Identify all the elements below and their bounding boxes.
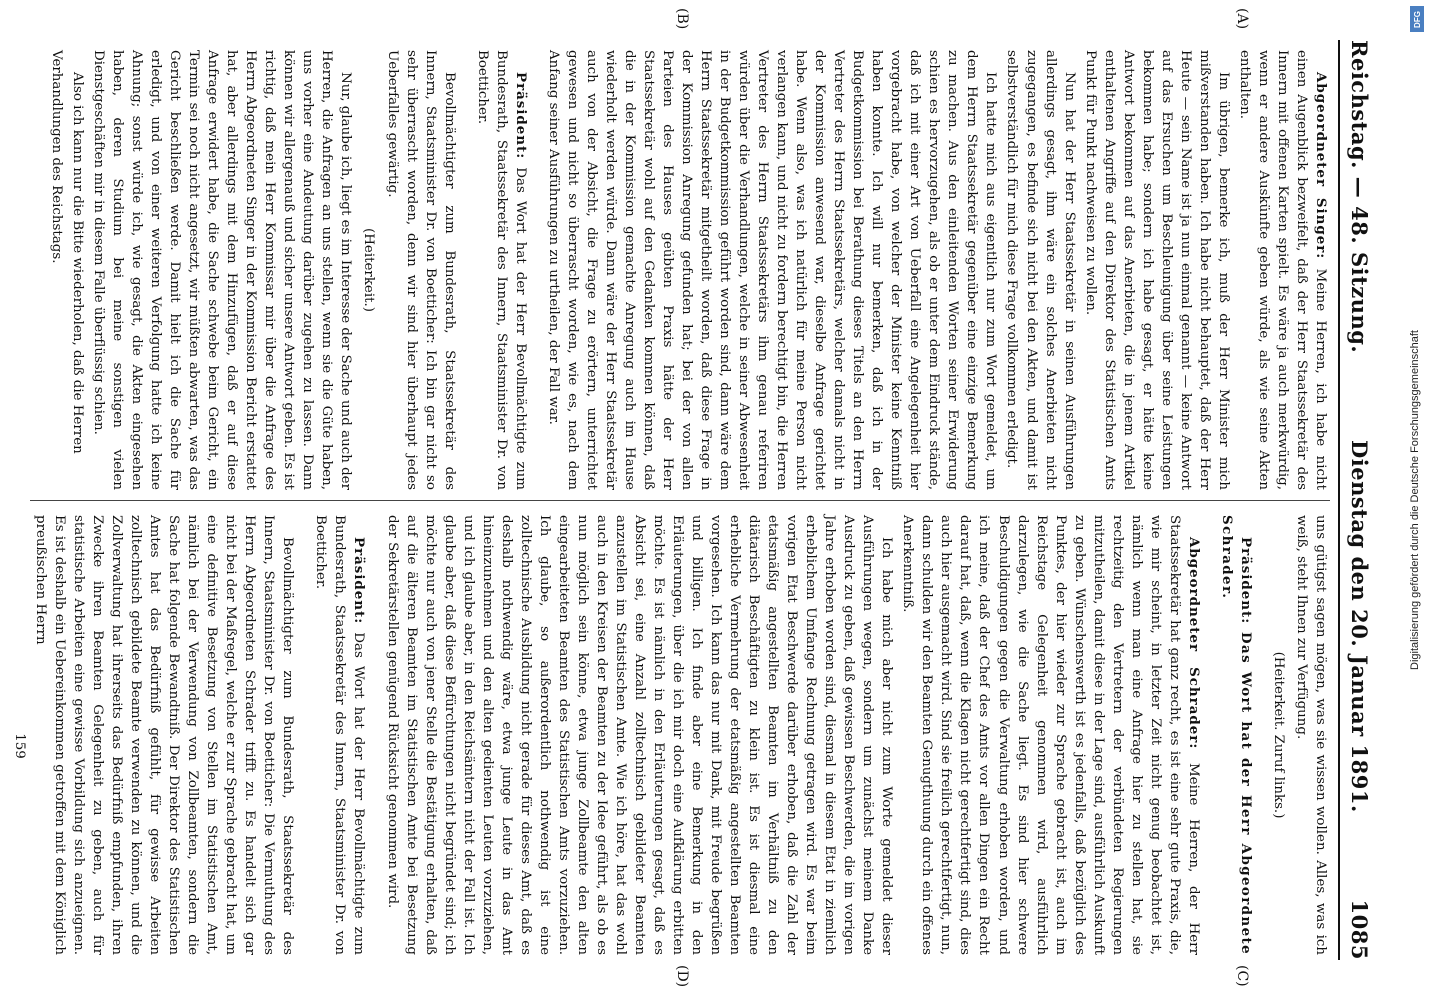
paragraph-text: Die Vermuthung des Herrn Abgeordneten Schrader trifft zu. Es handelt sich gar nicht bei der Maßregel, welche er zur Sprache gebracht hat, um eine definitive Besetzung von Stellen im Statistischen Amt, nämlich bei der Verwendung von Zollbeamten, sondern die Sache hat folgende Bewandtniß. Der Direktor des Statistischen Amtes hat das Bedürfniß gefühlt, für gewisse Arbeiten zolltechnisch gebildete Beamte verwenden zu können, und die Zollverwaltung hat ihrerseits das Bedürfniß empfunden, ihren Zwecke ihren Beamten Gelegenheit zu geben, auch für statistische Arbeiten eine gewisse Vorbildung sich anzueignen. Es ist deshalb ein Uebereinkommen getroffen mit dem Königlich preußischen Herrn: [33, 515, 277, 955]
speaker-name: Präsident:: [351, 537, 368, 625]
speaker-name: Präsident:: [1237, 537, 1254, 625]
column-divider: [30, 500, 1330, 501]
paragraph: [31, 515, 297, 955]
paragraph: [1217, 515, 1255, 955]
interjection: (Heiterkeit. Zuruf links.): [1270, 651, 1286, 819]
paragraph: [473, 50, 530, 490]
digitization-credit: [1405, 10, 1425, 990]
paragraph: uns gütigst sagen mögen, was sie wissen wollen. Alles, was ich weiß, steht Ihnen zur Verfügung.: [1293, 515, 1328, 955]
page-header: [1342, 40, 1378, 960]
paragraph: Nur, glaube ich, liegt es im Interesse der Sache und auch der Herren, die Anfragen an uns stellen, wenn sie die Güte haben, uns vorher eine Andeutung darüber zugehen zu lassen. Dann können wir allergenauß und sicher unsere Antwort geben. Es ist richtig, daß mein Herr Kommissar mir über die Anfrage des Herrn Abgeordneten Singer in der Kommission Bericht erstattet hat, aber allerdings mit dem Hinzufügen, daß er auf diese Anfrage erwidert habe, die Sache schwebe beim Gericht, ein Termin sei noch nicht angesetzt, wir müßten abwarten, was das Gericht beschließen werde. Damit hielt ich die Sache für erledigt, und von einer weiteren Verfolgung hatte ich keine Ahnung; sonst würde ich, wie gesagt, die Akten eingesehen haben, deren Studium bei meine sonstigen vielen Dienstgeschäften mir in diesem Falle überflüssig schien.: [91, 50, 354, 490]
interjection: (Heiterkeit.): [361, 228, 377, 312]
paragraph: Im übrigen, bemerke ich, muß der Herr Minister mich mißverstanden haben. Ich habe nicht behauptet, daß der Herr Heute — sein Name ist ja nun einmal genannt — keine Antwort auf das Ersuchen um Beschleunigung über seine Leistungen bekommen habe; sondern ich habe gesagt, er hätte keine Antwort bekommen auf das Anerbieten, die in jenem Artikel enthaltenen Angriffe auf den Direktor des Statistischen Amts Punkt für Punkt nachweisen zu wollen.: [1082, 50, 1231, 490]
paragraph-text: Das Wort hat der Herr Abgeordnete Schrader.: [1218, 515, 1254, 955]
dfg-logo-text: DFG: [1412, 10, 1422, 28]
left-column: [30, 50, 1330, 490]
margin-marker-d: (D): [674, 965, 690, 988]
speaker-title: Bevollmächtigter zum Bundesrath, Staatssekretär des Innern, Staatsminister Dr. von Boetticher:: [422, 50, 457, 490]
margin-marker-c: (C): [1234, 965, 1250, 987]
margin-marker-a: (A): [1234, 8, 1250, 30]
credit-text: Digitalisierung gefördert durch die Deutsche Forschungsgemeinschaft: [1409, 330, 1421, 670]
paragraph: Ich hatte mich aus eigentlich nur zum Wort gemeldet, um dem Herrn Staatssekretär gegenüber eine einzige Bemerkung zu machen. Aus den einleitenden Worten seiner Erwiderung schien es hervorzugehen, als ob er unter dem Eindruck stände, daß ich mit einer Art von Ueberfall eine Angelegenheit hier vorgebracht habe, von welcher der Minister keine Kenntniß haben konnte. Ich will nur bemerken, daß ich in der Budgetkommission bei Berathung dieses Titels an den Herrn Vertreter des Herrn Staatssekretärs, welcher damals nicht in der Kommission anwesend war, dieselbe Anfrage gerichtet habe. Wenn also, was ich natürlich für meine Person nicht verlangen kann, und nicht zu fordern berechtigt bin, die Herren Vertreter des Herrn Staatssekretärs ihm genau referiren würden über die Verhandlungen, welche in seiner Abwesenheit in der Budgetkommission geführt worden sind, dann wäre dem Herrn Staatssekretär mitgetheilt worden, daß diese Frage in der Kommission Anregung gefunden hat; bei der von allen Parteien des Hauses geübten Praxis hätte der Herr Staatssekretär wohl auf den Gedanken kommen können, daß die in der Kommission gemachte Anregung auch im Hause wiederholt werden würde. Dann wäre der Herr Staatssekretär auch von der Absicht, die Frage zu erörtern, unterrichtet gewesen und nicht so überrascht worden, wie es, nach dem Anfang seiner Ausführungen zu urtheilen, der Fall war.: [545, 50, 999, 490]
right-column: [11, 515, 1330, 955]
paragraph: Also ich kann nur die Bitte wiederholen, daß die Herren: [70, 72, 86, 454]
paragraph: [1235, 50, 1330, 490]
header-session: Reichstag. — 48. Sitzung.: [1347, 40, 1373, 354]
speaker-name: Präsident:: [512, 72, 529, 160]
paragraph-text: Ich bin gar nicht so sehr überrascht worden, denn wir sind hier überhaupt jedes Ueberfalles gewärtig.: [384, 50, 438, 490]
speaker-name: Abgeordneter Schrader:: [1185, 537, 1202, 750]
paragraph: [383, 50, 459, 490]
header-date: Dienstag den 20. Januar 1891.: [1347, 440, 1373, 813]
paragraph: Ich habe mich aber nicht zum Worte gemeldet dieser Ausführungen wegen, sondern um zunächst meinem Danke Ausdruck zu geben, daß gewissen Beschwerden, die im vorigen Jahre erhoben worden sind, diesmal in diesem Etat in ziemlich erheblichem Umfange Rechnung getragen wird. Es war beim vorigen Etat Beschwerde darüber erhoben, daß die Zahl der etatsmäßig angestellten Beamten im Verhältniß zu den diätarisch Beschäftigten zu klein ist. Es ist diesmal eine erhebliche Vermehrung der etatsmäßig angestellten Beamten vorgesehen. Ich kann das nur mit Dank, mit Freude begrüßen und billigen. Ich finde aber eine Bemerkung in den Erläuterungen, über die ich mir doch eine Aufklärung erbitten möchte. Es ist nämlich in den Erläuterungen gesagt, daß es Absicht sei, eine Anzahl zolltechnisch gebildeter Beamten anzustellen im Statistischen Amte. Wie ich höre, hat das wohl auch in den Kreisen der Beamten zu der Idee geführt, als ob es nun möglich sein könne, etwa junge Zollbeamte den alten eingearbeiteten Beamten des Statistischen Amts vorzuziehen. Ich glaube, so außerordentlich nothwendig ist eine zolltechnische Ausbildung nicht gerade für dieses Amt, daß es deshalb nothwendig wäre, etwa junge Leute in das Amt hineinzunehmen und den alten gedienten Leuten vorzuziehen, und ich glaube aber, in den Reichsämtern nicht der Fall ist. Ich glaube aber, daß diese Befürchtungen nicht begründet sind; ich möchte nur auch von jener Stelle die Bestätigung erhalten, daß auf die älteren Beamten im Statistischen Amte bei Besetzung der Sekretärstellen genügend Rücksicht genommen wird.: [384, 515, 895, 955]
paragraph-text: Meine Herren, der Herr Staatssekretär hat ganz recht, es ist eine sehr gute Praxis, die, wie mir scheint, in letzter Zeit nicht genug beobachtet ist, nämlich wenn man eine Anfrage hier zu stellen hat, sie rechtzeitig den Vertretern der verbündeten Regierungen mitzutheilen, damit diese in der Lage sind, ausführlich Auskunft zu geben. Wünschenswerth ist es jedenfalls, daß bezüglich des Punktes, der hier wieder zur Sprache gebracht ist, auch im Reichstage Gelegenheit genommen wird, ausführlich darzulegen, wie die Sache liegt. Es sind hier schwere Beschuldigungen gegen die Verwaltung erhoben worden, und ich meine, daß der Chef des Amts vor allen Dingen ein Recht darauf hat, daß, wenn die Klagen nicht gerechtfertigt sind, dies auch hier ausgemacht wird. Sind sie freilich gerechtfertigt, nun, dann schulden wir den Beamten Genugthuung durch ein offenes Anerkenntniß.: [900, 515, 1201, 955]
header-rule: [1338, 40, 1340, 960]
sheet-number: 159: [11, 733, 27, 759]
footer-note: Verhandlungen des Reichstags.: [49, 50, 64, 264]
header-page-number: 1085: [1347, 899, 1373, 960]
margin-marker-b: (B): [674, 8, 690, 30]
speaker-title: Bevollmächtigter zum Bundesrath, Staatssekretär des Innern, Staatsminister Dr. von Boetticher:: [261, 515, 296, 955]
paragraph: Nun hat der Herr Staatssekretär in seinen Ausführungen allerdings gesagt, ihm wäre ein solches Anerbieten nicht zugegangen, es befinde sich nicht bei den Akten, und damit ist selbstverständlich für mich diese Frage vollkommen erledigt.: [1004, 50, 1077, 490]
paragraph: [898, 515, 1203, 955]
paragraph-text: Das Wort hat der Herr Bevollmächtigte zum Bundesrath, Staatssekretär des Innern, Staatsminister Dr. von Boetticher.: [474, 50, 528, 490]
paragraph-text: Meine Herren, ich habe nicht einen Augenblick bezweifelt, daß der Herr Staatssekretär des Innern mit offenen Karten spielt. Es wäre ja auch merkwürdig, wenn er andere Auskünfte geben würde, als wie seine Akten enthalten.: [1236, 50, 1328, 490]
paragraph: [311, 515, 368, 955]
paragraph-text: Das Wort hat der Herr Bevollmächtigte zum Bundesrath, Staatssekretär des Innern, Staatsminister Dr. von Boetticher.: [313, 515, 367, 955]
speaker-name: Abgeordneter Singer:: [1313, 72, 1329, 260]
